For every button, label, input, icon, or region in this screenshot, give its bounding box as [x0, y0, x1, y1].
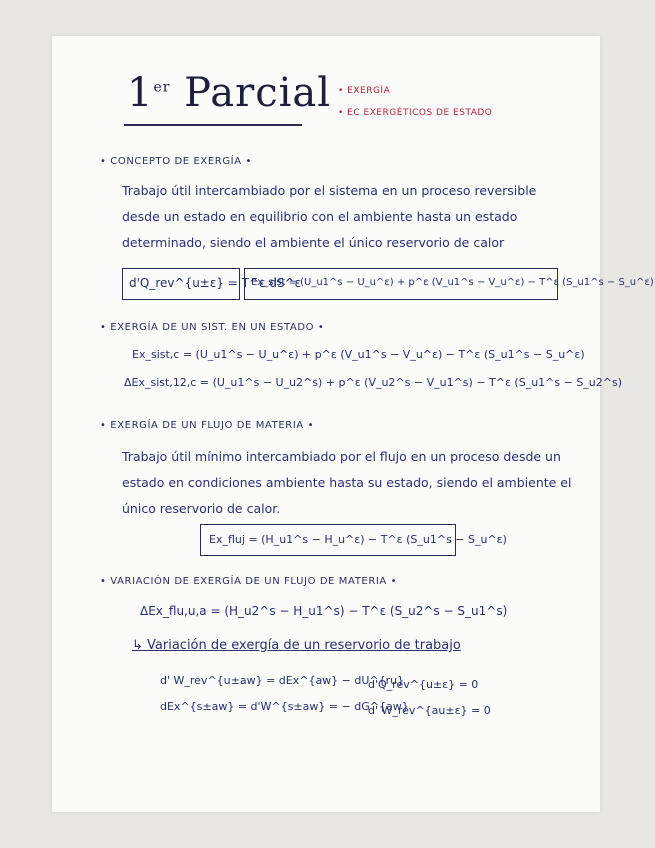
- equation-dex: dEx^{s±aw} = d'W^{s±aw} = − dG^{aw}: [160, 700, 409, 713]
- equation-box-dq: d'Q_rev^{u±ε} = T^ε dS^ε: [122, 268, 240, 300]
- heading-exergia-sistema: • EXERGÍA DE UN SIST. EN UN ESTADO •: [100, 322, 325, 333]
- paragraph-concepto: Trabajo útil intercambiado por el sistema en un proceso reversible desde un estado en equilibrio con el ambiente hasta un estado determinado, siendo el ambiente el único reservorio de calor: [122, 183, 537, 250]
- equation-dq-zero: d'Q_rev^{u±ε} = 0: [368, 678, 479, 691]
- equation-box-exsist: Ex_sist = (U_u1^s − U_u^ε) + p^ε (V_u1^s − V_u^ε) − T^ε (S_u1^s − S_u^ε): [244, 268, 558, 300]
- heading-concepto-exergia: • CONCEPTO DE EXERGÍA •: [100, 156, 252, 167]
- equation-delta-ex-flujo: ΔEx_flu,u,a = (H_u2^s − H_u1^s) − T^ε (S_u2^s − S_u1^s): [140, 604, 508, 618]
- equation-delta-ex-sist: ΔEx_sist,12,c = (U_u1^s − U_u2^s) + p^ε (V_u2^s − V_u1^s) − T^ε (S_u1^s − S_u2^s): [124, 376, 623, 389]
- equation-dw-zero: d' W_rev^{au±ε} = 0: [368, 704, 491, 717]
- equation-dw-rev: d' W_rev^{u±aw} = dEx^{aw} − dU^{ru}: [160, 674, 405, 687]
- heading-variacion-exergia: • VARIACIÓN DE EXERGÍA DE UN FLUJO DE MATERIA •: [100, 576, 398, 587]
- topic-exergia: • EXERGÍA: [338, 86, 391, 96]
- title-underline: [124, 124, 302, 126]
- equation-box-exfluj: Ex_fluj = (H_u1^s − H_u^ε) − T^ε (S_u1^s − S_u^ε): [200, 524, 456, 556]
- page-title: 1er Parcial: [127, 70, 332, 116]
- topic-ec-exergeticos: • EC EXERGÉTICOS DE ESTADO: [338, 108, 493, 118]
- equation-ex-sist: Ex_sist,c = (U_u1^s − U_u^ε) + p^ε (V_u1^s − V_u^ε) − T^ε (S_u1^s − S_u^ε): [132, 348, 585, 361]
- heading-exergia-flujo: • EXERGÍA DE UN FLUJO DE MATERIA •: [100, 420, 315, 431]
- subheading-reservorio-trabajo: ↳ Variación de exergía de un reservorio de trabajo: [132, 638, 461, 653]
- notebook-page: [52, 36, 654, 812]
- paragraph-flujo: Trabajo útil mínimo intercambiado por el flujo en un proceso desde un estado en condiciones ambiente hasta su estado, siendo el ambiente el único reservorio de calor.: [122, 449, 572, 516]
